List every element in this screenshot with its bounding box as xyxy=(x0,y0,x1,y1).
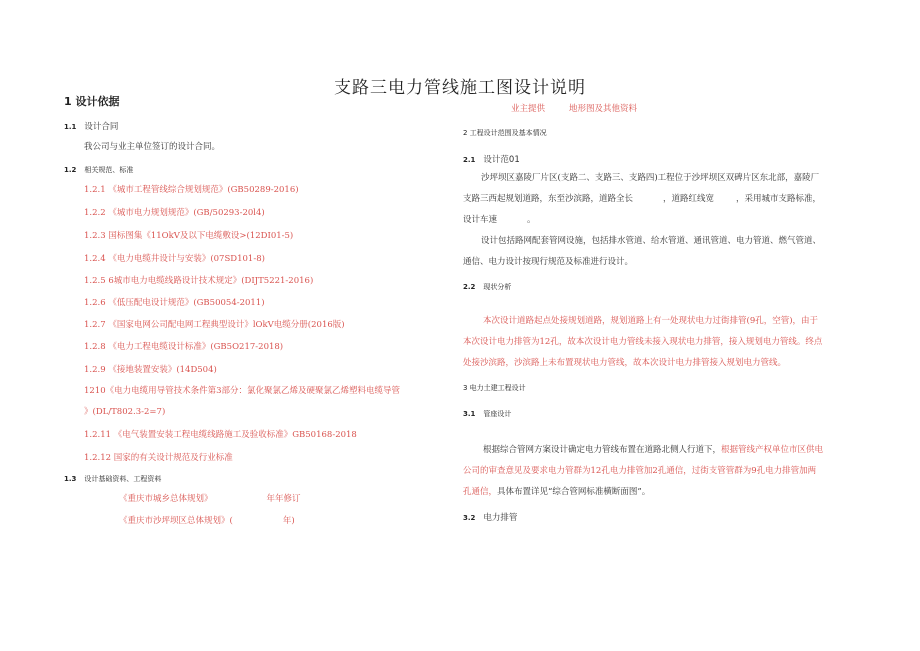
reference-item: 1.2.2 《城市电力规划规范》(GB/50293-20l4) xyxy=(84,208,265,218)
section-number: 3.2 xyxy=(463,514,476,522)
paragraph-2-1-line xyxy=(463,214,536,226)
section-number: 1.1 xyxy=(64,123,77,131)
section-number: 1.2 xyxy=(64,166,77,174)
page-title: 支路三电力管线施工图设计说明 xyxy=(334,78,586,98)
basis-doc-year: 年) xyxy=(282,516,295,526)
paragraph-2-2-line: 本次设计电力排管为12孔，故本次设计电力管线未接入现状电力排管，接入规划电力管线。终点 xyxy=(463,337,823,347)
basis-doc-1 xyxy=(119,493,301,505)
basis-doc-year: 年年修订 xyxy=(266,494,301,504)
reference-item: 1.2.8 《电力工程电缆设计标准》(GB5O217-2018) xyxy=(84,342,284,352)
reference-item: 1.2.11 《电气装置安装工程电缆线路施工及验收标准》GB50168-2018 xyxy=(84,430,357,440)
section-3-1-heading xyxy=(463,408,511,420)
section-title: 电力排管 xyxy=(483,513,518,523)
section-title: 设计范01 xyxy=(483,155,520,165)
reference-item: 1.2.6 《低压配电设计规范》(GB50054-2011) xyxy=(84,298,265,308)
section-2-1-heading xyxy=(463,154,520,166)
section-number: 1.3 xyxy=(64,475,77,483)
paragraph-2-1-line: 沙坪坝区嘉陵厂片区(支路二、支路三、支路四)工程位于沙坪坝区双碑片区东北部，嘉陵厂 xyxy=(481,173,820,183)
section-title: 现状分析 xyxy=(483,283,512,291)
reference-item: 1.2.12 国家的有关设计规范及行业标准 xyxy=(84,453,233,463)
paragraph-2-1-line xyxy=(463,193,821,205)
paragraph-2-2-line: 本次设计道路起点处接规划道路，规划道路上有一处现状电力过街排管(9孔，空管)，由于 xyxy=(483,316,819,326)
basis-doc-2 xyxy=(119,515,295,527)
paragraph-3-1-line xyxy=(463,486,650,498)
reference-item: 1.2.9 《接地装置安装》(14D504) xyxy=(84,365,217,375)
section-number: 2.2 xyxy=(463,283,476,291)
supply-label: 业主提供 xyxy=(511,104,546,114)
text-run: 。 xyxy=(527,215,536,225)
section-title: 设计基础资料、工程资料 xyxy=(84,475,162,483)
section-1-3-heading xyxy=(64,473,161,485)
paragraph-2-2-line: 处接沙滨路，沙滨路上未布置现状电力管线，故本次设计电力排管接入规划电力管线。 xyxy=(463,358,787,368)
reference-item: 1.2.4 《电力电缆井设计与安装》(07SD101-8) xyxy=(84,254,265,264)
text-run: 具体布置详见“综合管网标准横断面图”。 xyxy=(497,487,651,497)
section-2-2-heading xyxy=(463,281,511,293)
basis-doc-title: 《重庆市沙坪坝区总体规划》( xyxy=(119,516,233,526)
section-number: 2.1 xyxy=(463,156,476,164)
text-run: ，采用城市支路标准， xyxy=(736,194,822,204)
section-title: 管座设计 xyxy=(483,410,512,418)
text-run: ，道路红线宽 xyxy=(663,194,715,204)
text-run: 根据综合管网方案设计确定电力管线布置在道路北侧人行道下， xyxy=(483,445,722,455)
owner-supply-line xyxy=(511,103,637,115)
section-1-1-heading xyxy=(64,121,118,133)
paragraph-2-1-line: 设计包括路网配套管网设施，包括排水管道、给水管道、通讯管道、电力管道、燃气管道、 xyxy=(481,236,822,246)
reference-item: 1.2.5 6城市电力电缆线路设计技术规定》(DIJT5221-2016) xyxy=(84,276,314,286)
section-title: 相关规范、标准 xyxy=(84,166,134,174)
section-1-2-heading xyxy=(64,164,133,176)
section-title: 设计合同 xyxy=(84,122,119,132)
section-number: 3.1 xyxy=(463,410,476,418)
paragraph-3-1-line: 公司的审查意见及要求电力管群为12孔电力排管加2孔通信，过街支管管群为9孔电力排管加两 xyxy=(463,466,817,476)
basis-doc-title: 《重庆市城乡总体规划》 xyxy=(119,494,213,504)
text-run-highlighted: 孔通信， xyxy=(463,487,498,497)
reference-item: 1.2.3 国标图集《11OkV及以下电缆敷设>(12DI01-5) xyxy=(84,231,294,241)
text-run: 支路三西起规划道路，东至沙滨路，道路全长 xyxy=(463,194,634,204)
section-3-heading: 3 电力土建工程设计 xyxy=(463,384,526,392)
reference-item: 1210《电力电缆用导管技术条件第3部分：氯化聚氯乙烯及硬聚氯乙烯塑料电缆导管 xyxy=(84,386,401,396)
section-1-1-body: 我公司与业主单位签订的设计合同。 xyxy=(84,142,221,152)
paragraph-3-1-line xyxy=(483,444,823,456)
supply-detail: 地形图及其他资料 xyxy=(569,104,638,114)
reference-item-continued: 》(DL/T802.3-2=7) xyxy=(84,407,166,417)
text-run-highlighted: 根据管线产权单位市区供电 xyxy=(721,445,824,455)
section-2-heading: 2 工程设计范围及基本情况 xyxy=(463,129,547,137)
section-1-heading: 1 设计依据 xyxy=(64,95,120,108)
paragraph-2-1-line: 通信、电力设计按现行规范及标准进行设计。 xyxy=(463,257,634,267)
reference-item: 1.2.1 《城市工程管线综合规划规范》(GB50289-2016) xyxy=(84,185,299,195)
reference-item: 1.2.7 《国家电网公司配电网工程典型设计》lOkV电缆分册(2016版) xyxy=(84,320,345,330)
text-run: 设计车速 xyxy=(463,215,498,225)
section-3-2-heading xyxy=(463,512,517,524)
